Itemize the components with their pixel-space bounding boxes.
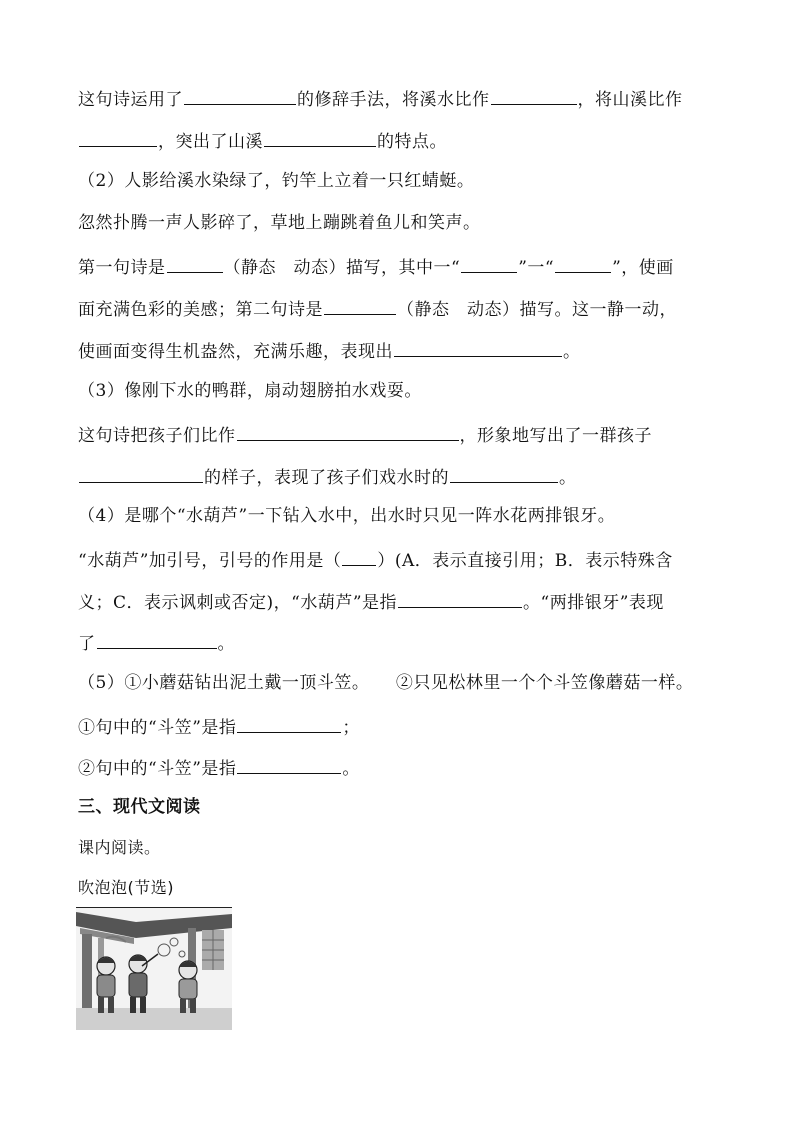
section-heading: 三、现代文阅读	[78, 797, 201, 817]
children-blowing-bubbles-illustration	[76, 907, 232, 1030]
q2-question-line-2: 面充满色彩的美感；第二句诗是 （静态 动态）描写。这一静一动，	[78, 294, 734, 323]
answer-blank[interactable]	[97, 628, 217, 649]
q1-line-1: 这句诗运用了 的修辞手法，将溪水比作 ，将山溪比作	[78, 84, 734, 113]
answer-blank[interactable]	[461, 252, 517, 273]
q2-question-line-3: 使画面变得生机盎然，充满乐趣，表现出 。	[78, 336, 734, 365]
answer-blank[interactable]	[398, 587, 522, 608]
q3-question-line-2: 的样子，表现了孩子们戏水时的 。	[78, 462, 734, 491]
q5-poem-line: （5）①小蘑菇钻出泥土戴一顶斗笠。 ②只见松林里一个个斗笠像蘑菇一样。	[78, 673, 694, 693]
answer-blank[interactable]	[79, 462, 203, 483]
q2-poem-line-2: 忽然扑腾一声人影碎了，草地上蹦跳着鱼儿和笑声。	[78, 213, 481, 233]
q1-line-2: ，突出了山溪 的特点。	[78, 126, 734, 155]
answer-blank[interactable]	[324, 294, 396, 315]
answer-blank[interactable]	[264, 126, 376, 147]
q5-question-line-1: ①句中的“斗笠”是指 ；	[78, 712, 734, 741]
q3-question-line-1: 这句诗把孩子们比作 ，形象地写出了一群孩子	[78, 420, 734, 449]
q5-question-line-2: ②句中的“斗笠”是指 。	[78, 753, 734, 782]
q3-poem-line: （3）像刚下水的鸭群，扇动翅膀拍水戏耍。	[78, 381, 422, 401]
answer-blank[interactable]	[394, 336, 562, 357]
answer-blank[interactable]	[342, 545, 376, 566]
answer-blank[interactable]	[555, 252, 611, 273]
answer-blank[interactable]	[450, 462, 558, 483]
answer-blank[interactable]	[237, 753, 341, 774]
answer-blank[interactable]	[491, 84, 577, 105]
q4-question-line-1: “水葫芦”加引号，引号的作用是（ ）(A．表示直接引用；B．表示特殊含	[78, 545, 734, 574]
passage-title: 吹泡泡(节选)	[78, 878, 174, 897]
q4-question-line-3: 了 。	[78, 628, 734, 657]
q4-poem-line: （4）是哪个“水葫芦”一下钻入水中，出水时只见一阵水花两排银牙。	[78, 506, 616, 526]
q4-question-line-2: 义；C．表示讽刺或否定)，“水葫芦”是指 。“两排银牙”表现	[78, 587, 734, 616]
answer-blank[interactable]	[237, 712, 341, 733]
answer-blank[interactable]	[237, 420, 459, 441]
answer-blank[interactable]	[79, 126, 157, 147]
q2-poem-line-1: （2）人影给溪水染绿了，钓竿上立着一只红蜻蜓。	[78, 171, 475, 191]
q2-question-line-1: 第一句诗是 （静态 动态）描写，其中一“ ”一“ ”，使画	[78, 252, 734, 281]
answer-blank[interactable]	[184, 84, 296, 105]
answer-blank[interactable]	[167, 252, 223, 273]
section-subheading: 课内阅读。	[78, 838, 161, 857]
